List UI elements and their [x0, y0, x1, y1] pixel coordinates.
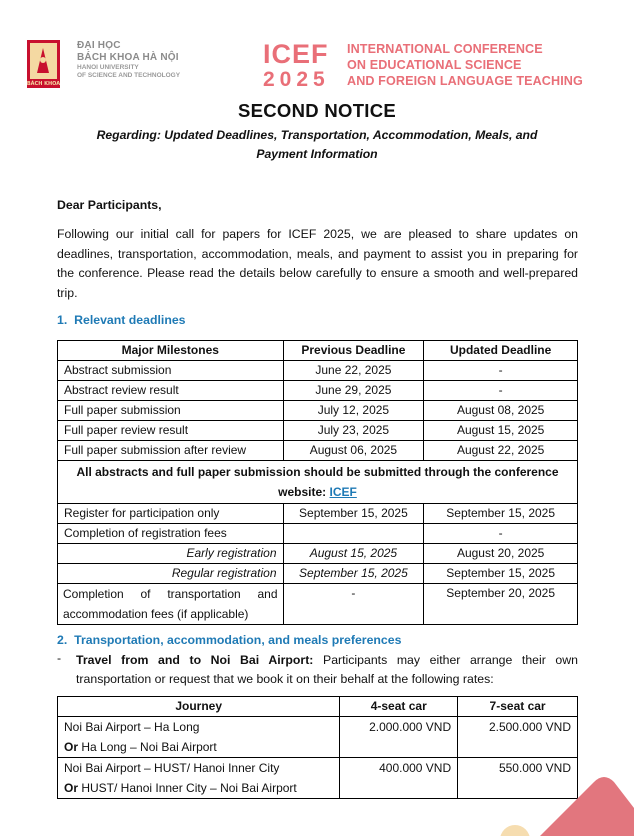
previous-deadline-cell: July 12, 2025 [283, 401, 424, 421]
section-1-number: 1. [57, 313, 68, 327]
column-header: Updated Deadline [424, 341, 578, 361]
table-row [58, 758, 578, 799]
icef-logo [262, 40, 344, 90]
section-1-heading [57, 313, 186, 327]
journey-line: Noi Bai Airport – Ha Long [64, 720, 200, 734]
university-name-vn-1: ĐẠI HỌC [77, 40, 121, 51]
updated-deadline-cell: August 20, 2025 [424, 544, 578, 564]
table-header-row [58, 341, 578, 361]
updated-deadline-cell: September 15, 2025 [424, 564, 578, 584]
deadlines-table [57, 340, 578, 625]
university-name-vn-2: BÁCH KHOA HÀ NỘI [77, 52, 179, 63]
corner-decoration [520, 760, 634, 836]
table-row [58, 524, 578, 544]
milestone-cell: Full paper review result [58, 421, 284, 441]
section-2-heading [57, 633, 401, 647]
table-header-row [58, 697, 578, 717]
journey-line [64, 778, 333, 798]
section-1-title: Relevant deadlines [74, 313, 186, 327]
corner-decoration-circle [495, 820, 535, 836]
airport-transfer-heading: Travel from and to Noi Bai Airport: [76, 653, 314, 667]
updated-deadline-cell: September 20, 2025 [424, 584, 578, 625]
milestone-cell: Abstract review result [58, 381, 284, 401]
updated-deadline-cell: August 08, 2025 [424, 401, 578, 421]
submission-note-text: All abstracts and full paper submission should be submitted through the conference website: [76, 465, 559, 499]
milestone-cell: Early registration [58, 544, 284, 564]
table-row [58, 441, 578, 461]
journey-line: Noi Bai Airport – HUST/ Hanoi Inner City [64, 761, 280, 775]
icef-logo-word: ICEF [263, 40, 329, 69]
updated-deadline-cell: September 15, 2025 [424, 504, 578, 524]
price-7-seat: 2.500.000 VND [458, 717, 578, 758]
transport-rates-table [57, 696, 578, 799]
previous-deadline-cell: June 22, 2025 [283, 361, 424, 381]
previous-deadline-cell: August 06, 2025 [283, 441, 424, 461]
column-header: Major Milestones [58, 341, 284, 361]
conference-name [347, 41, 583, 89]
updated-deadline-cell: August 15, 2025 [424, 421, 578, 441]
table-row [58, 504, 578, 524]
price-4-seat: 400.000 VND [340, 758, 458, 799]
document-title: SECOND NOTICE [237, 100, 397, 121]
column-header: Previous Deadline [283, 341, 424, 361]
journey-return: Ha Long – Noi Bai Airport [78, 740, 217, 754]
or-label: Or [64, 781, 79, 795]
hust-logo-text: BÁCH KHOA [27, 81, 60, 87]
table-row [58, 401, 578, 421]
updated-deadline-cell: - [424, 381, 578, 401]
previous-deadline-cell: June 29, 2025 [283, 381, 424, 401]
table-row [58, 717, 578, 758]
table-row [58, 361, 578, 381]
airport-transfer-text: Participants may either arrange their own transportation or request that we book it on their behalf at the following rates: [76, 653, 578, 686]
icef-logo-year: 2025 [263, 68, 330, 90]
table-row [58, 421, 578, 441]
section-2-title: Transportation, accommodation, and meals preferences [74, 633, 402, 647]
university-name [77, 40, 207, 80]
milestone-cell: Full paper submission [58, 401, 284, 421]
milestone-cell: Completion of transportation and accommodation fees (if applicable) [58, 584, 284, 625]
university-name-en-1: HANOI UNIVERSITY [77, 64, 139, 71]
conference-name-line-1: INTERNATIONAL CONFERENCE [347, 42, 543, 56]
column-header: 7-seat car [458, 697, 578, 717]
section-2-number: 2. [57, 633, 68, 647]
icef-website-link[interactable]: ICEF [329, 485, 357, 499]
previous-deadline-cell: September 15, 2025 [283, 504, 424, 524]
document-subtitle: Regarding: Updated Deadlines, Transportation, Accommodation, Meals, and Payment Information [96, 128, 538, 161]
salutation: Dear Participants, [57, 198, 162, 212]
journey-line [64, 737, 333, 757]
journey-cell [58, 717, 340, 758]
journey-return: HUST/ Hanoi Inner City – Noi Bai Airport [78, 781, 297, 795]
airport-transfer-paragraph [76, 651, 578, 689]
table-row [58, 461, 578, 504]
column-header: Journey [58, 697, 340, 717]
column-header: 4-seat car [340, 697, 458, 717]
previous-deadline-cell: July 23, 2025 [283, 421, 424, 441]
conference-name-line-2: ON EDUCATIONAL SCIENCE [347, 58, 522, 72]
milestone-cell: Regular registration [58, 564, 284, 584]
milestone-cell: Completion of registration fees [58, 524, 284, 544]
submission-note [58, 461, 578, 504]
milestone-cell: Register for participation only [58, 504, 284, 524]
table-row [58, 544, 578, 564]
table-row [58, 381, 578, 401]
table-row [58, 564, 578, 584]
intro-paragraph: Following our initial call for papers for ICEF 2025, we are pleased to share updates on deadlines, transportation, accommodation, meals, and payment to assist you in preparing for the conference. Please read the details below carefully to ensure a smooth and well-prepared trip. [57, 227, 578, 300]
price-4-seat: 2.000.000 VND [340, 717, 458, 758]
previous-deadline-cell [283, 524, 424, 544]
table-row [58, 584, 578, 625]
updated-deadline-cell: - [424, 524, 578, 544]
university-name-en-2: OF SCIENCE AND TECHNOLOGY [77, 72, 181, 79]
price-7-seat: 550.000 VND [458, 758, 578, 799]
conference-name-line-3: AND FOREIGN LANGUAGE TEACHING [347, 74, 583, 88]
journey-cell [58, 758, 340, 799]
previous-deadline-cell: - [283, 584, 424, 625]
updated-deadline-cell: August 22, 2025 [424, 441, 578, 461]
hust-logo [27, 40, 60, 88]
milestone-cell: Abstract submission [58, 361, 284, 381]
previous-deadline-cell: August 15, 2025 [283, 544, 424, 564]
updated-deadline-cell: - [424, 361, 578, 381]
or-label: Or [64, 740, 79, 754]
bullet-dash: - [57, 651, 62, 665]
milestone-cell: Full paper submission after review [58, 441, 284, 461]
previous-deadline-cell: September 15, 2025 [283, 564, 424, 584]
